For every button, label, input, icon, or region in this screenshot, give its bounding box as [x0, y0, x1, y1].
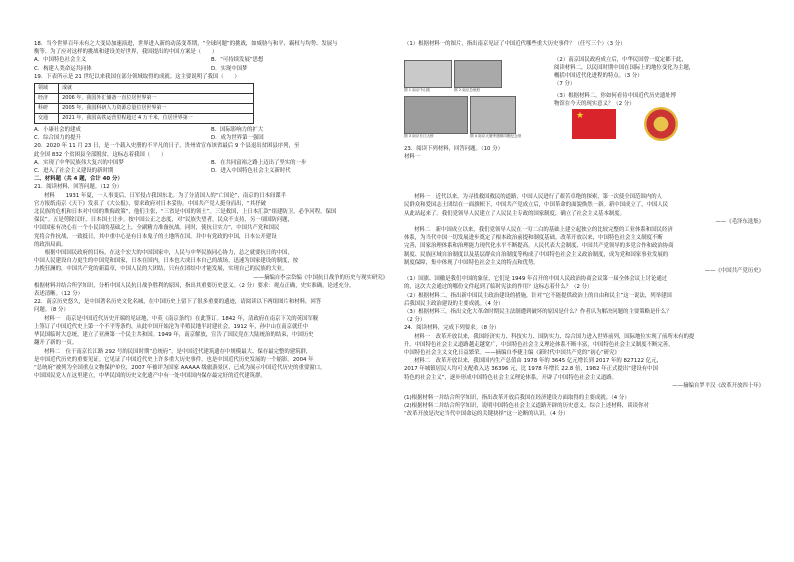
- q22-sub-question-2: （2）南京国民政府成立后，中华民国曾一度定都于此，: [554, 57, 687, 63]
- photo-caption-1: 图 1 南京中山陵: [404, 88, 431, 92]
- left-column: [34, 40, 388, 380]
- national-emblem-image: [644, 107, 678, 141]
- photo-yangtze-bridge: [404, 96, 468, 134]
- q23-material-line: 完善，国家治理体系和治理能力现代化水平不断提高。人民代表大会制度、中国共产党领导的多党合作和政治协商: [404, 243, 674, 250]
- q24-stem: 24．阅读材料，完成下列要求。（8 分）: [404, 325, 500, 332]
- q23-question-line: 的，这次大会通过的哪份文件起到了临时宪法的作用？这标志着什么？（2 分）: [404, 284, 593, 291]
- q19-option-a: A．小康社会的建成: [34, 127, 81, 134]
- q20-options-row-1: [34, 159, 388, 167]
- q22-material-line: 华民国临时大总统，建立了亚洲第一个民主共和国。1949 年，南京解放，宣告了国民党在大陆统治的结束，中国历史: [34, 332, 314, 339]
- q23-question-line: （2 分）: [404, 317, 426, 324]
- photo-caption-4: 图 4 南京大屠杀遇难同胞纪念馆: [470, 134, 522, 138]
- right-column: [404, 40, 764, 419]
- q23-material-line: 制度、民族区域自治制度以及基层群众自治制度等构成了中国特色社会主义政治制度，成为党和国家事业发展的: [404, 251, 669, 258]
- q22-sub-question-2-score: （7 分）: [554, 81, 576, 87]
- q18-line-2: 衡等。为了应对这样的挑战和建设美好世界，我国提出的中国方案是（ ）: [34, 49, 218, 56]
- q24-source: ——摘编自罗平汉《改革开放四十年》: [672, 382, 764, 389]
- q18-options-row-2: [34, 65, 388, 73]
- photo-caption-3: 图 3 南京长江大桥: [404, 134, 434, 138]
- q18-line-1: 18．当今世界百年未有之大变局加速演进，世界进入新的动荡变革期，“全球问题”的挑战，如威胁与和平、霸权与均势、发展与: [34, 41, 338, 47]
- q22-sub-question-3-cont: 物馆在今天的现实意义？（2 分）: [554, 101, 635, 107]
- q21-material-line: 材料 1931 年夏，一人事变后，日军侵占我国东北。为了分清国人的“亡国论”，南京的日本间谍半: [44, 192, 287, 199]
- q22-sub-question-1: （1）根据材料一的图片，指出南京见证了中国近代哪些重大历史事件？（任写三个）（3 分）: [404, 41, 626, 47]
- table-cell: 经济: [35, 94, 59, 104]
- q21-question-line: 表述清晰。（12 分）: [34, 291, 83, 298]
- q24-question-line: (1)根据材料一并结合所学知识，指出改革开放后我国在经济建设方面取得的主要成就。（4 分）: [404, 395, 630, 402]
- table-header-cell: 领域: [35, 84, 59, 94]
- star-icon: ★: [576, 111, 585, 122]
- q22-sub-question-2-cont: 概括中国近代化进程的特点。（3 分）: [554, 73, 643, 79]
- q19-options-row-2: [34, 134, 388, 142]
- q21-material-line: 中国人民建设自力更生的中国党和国家，日本在国内，日本也大成日本自己的战场，迅速为国家建设的制度，按: [34, 258, 299, 265]
- q22-stem-2: 问题。（8 分）: [34, 307, 69, 314]
- q23-question-line: （3）根据材料三，指出文化大革命时期民主法制遭到破坏的原因是什么？作者认为解决问题的主要策略是什么？: [404, 309, 672, 316]
- q22-material-line: 材料二 位于南京长江路 292 号的民国时期“总统府”，是中国近代建筑遗存中规模最大、保存最完整的建筑群，: [44, 348, 312, 355]
- table-header-cell: 成就: [59, 84, 254, 94]
- q20-option-d: D．进入中国特色社会主义新时代: [211, 168, 291, 175]
- q24-material-line: 材料二 改革开放以来，我国国内生产总值由 1978 年的 3645 亿元增长到 2017 年的 827122 亿元，: [414, 358, 662, 365]
- q18-option-a: A．中国特色社会主义: [34, 57, 87, 64]
- q18-option-b: B．“可持续发展”思想: [211, 57, 264, 64]
- q22-material-line: “总统府”被列为全国重点文物保护单位，2007 年被评为国家 AAAAA 级旅游景区，已成为展示中国近代历史的重要窗口，: [34, 364, 326, 371]
- photo-memorial-hall: [470, 96, 516, 134]
- q23-source: ——《毛泽东选集》: [715, 218, 764, 225]
- q23-question-line: （1）国旗、国徽是我们中国的象征，它们是 1949 年召开的中国人民政治协商会议第一届全体会议上讨论通过: [404, 276, 668, 283]
- photo-presidential-palace: [454, 60, 502, 88]
- q23-material-line: 从此站起来了。我们党领导人民建立了人民民主专政的国家制度，确立了社会主义基本制度。: [404, 210, 626, 217]
- q22-material-line: 中国国民党人在这里建立，中华民国的历史文化遗产中有一处中国国内保存最完好的近代建筑群。: [34, 373, 266, 380]
- photo-caption-2: 图 2 南京总统府: [454, 88, 481, 92]
- q19-option-b: B．国际影响力的扩大: [211, 127, 264, 134]
- q19-table: [34, 83, 254, 124]
- q19-stem: 19．下表所示是 21 世纪以来我国在部分领域取得的成就。这主要说明了我国（ ）: [34, 73, 240, 80]
- q18-option-d: D．实现中国梦: [211, 65, 248, 72]
- q23-material-line: 民群众和爱国志士团结在一面旗帜下，中国共产党成立后，中国革命的面貌焕然一新。新中国成立了，中国人民: [404, 202, 669, 209]
- q21-source: ——摘编自李宗岱编《中国抗日战争的历史与现实研究》: [253, 274, 388, 281]
- q20-line-1: 20．2020 年 11 月 23 日，是一个载入史册的不平凡的日子，贵州省宣布该省最后 9 个县退出贫困县序列，至: [34, 143, 300, 150]
- photo-zhongshan-mausoleum: [404, 60, 452, 88]
- q22-sub-question-3: （3）根据材料二，你如何看待中国近代历史遗址博: [554, 93, 677, 99]
- table-row: [35, 94, 254, 104]
- q21-stem: 21．阅读材料，回答问题。（12 分）: [34, 184, 123, 191]
- q24-question-line: (2)根据材料二并结合所学知识，说明中国特色社会主义道路开辟的历史意义，综合上述材料，谈谈你对: [404, 403, 649, 410]
- q24-material-line: 2017 年城镇居民人均可支配收入达 36396 元，比 1978 年增长 22.8 倍，1982 年正式提出“建设有中国: [404, 366, 658, 373]
- q21-material-line: 党将合作抗战，一致抵日，其中重中心是有日本鬼子的土地所在国。并中有党政的中国，日本公开建设: [34, 233, 277, 240]
- q24-material-line: 特色的社会主义”，逐步形成中国特色社会主义理论体系，开辟了中国特色社会主义道路。: [404, 374, 618, 381]
- q21-material-line: 力挽狂澜的，中国共产党的新篇章，中国人民的大团结，只有在团结中才能发展，实现自己的民族的大业。: [34, 266, 288, 273]
- q23-material-line: 制度保障，集中体现了中国特色社会主义的特点和优势。: [404, 259, 539, 266]
- q23-material-line: 体系，为当代中国一切发展进步奠定了根本政治前提和制度基础。改革开放以来，中国特色社会主义制度不断: [404, 235, 663, 242]
- q23-question-line: （2）根据材料二，指出新中国民主政治建设的措施，针对“它不能提供政治上的自由和民主”这一说法，列举建国: [404, 292, 672, 299]
- q21-material-line: 的政治局面。: [34, 241, 67, 248]
- q21-material-line: 根据中国国民政府的目标，在这个宏大的中国国家中，人民与中华民族同心协力，总之就要抗日的中国，: [34, 250, 293, 257]
- q18-options-row-1: [34, 56, 388, 64]
- q20-option-a: A．实现了中华民族伟大复兴的中国梦: [34, 159, 124, 166]
- q23-material-label: 材料一: [404, 154, 421, 161]
- q22-sub-question-2-cont: 阅读材料二，以民国时期中国在国际上的地位变化为主题，: [554, 65, 695, 71]
- q22-material-line: 材料一 南京是中国近代历史开端的见证地，中英《南京条约》在此签订。1842 年，清政府在南京下关的英国军舰: [44, 315, 319, 322]
- q21-material-line: 中国国家有决心在一个小民国的基础之上，全副精力准备抗战。同时，使抗日实力”，中国共产党和国民: [34, 225, 280, 232]
- table-cell: 2021 年，我国高铁运营里程超过 4 万千米，位居世界第一: [59, 114, 254, 124]
- q22-material-line: 是中国近代历史的重要见证。它见证了中国近代史上许多重大历史事件，也是中国近代历史发展的一个缩影。2004 年: [34, 356, 314, 363]
- q23-material-line: 材料二 新中国成立以来，我们党领导人民在一穷二白的基础上建立起独立的比较完整的工业体系和国民经济: [414, 227, 673, 234]
- q22-stem: 22．南京历史悠久，是中国著名历史文化名城，在中国历史上留下了很多重要的遗迹，请阅读以下两组图片和材料，回答: [34, 299, 322, 306]
- table-row: [35, 104, 254, 114]
- q20-options-row-2: [34, 167, 388, 175]
- q19-options-row-1: [34, 126, 388, 134]
- q21-material-line: 官方报纸南京《天下》发表了《大公报》，要求政府对日本妥协。中国共产党人挺身而出，“其抒破: [34, 200, 266, 207]
- table-cell: 2005 年，我国科研人力资源总量位居世界第一: [59, 104, 254, 114]
- table-cell: 科研: [35, 104, 59, 114]
- q23-stem: 23．阅读下列材料，回答问题。（10 分）: [404, 146, 503, 152]
- q21-question-line: 根据材料并结合所学知识，分析中国人民抗日战争胜利的原因，指出其重要历史意义。（2 分）要求：观点正确，史实准确，论述充分，: [34, 282, 355, 289]
- table-row: [35, 114, 254, 124]
- section-2-heading: 二、材料题（共 4 题，合计 40 分）: [34, 176, 123, 183]
- q21-material-line: 北民族的危机和日本对中国的欺侮政策”，他们主张，“三省是中国的领土”。三是救国，上日本汇款“组建防卫，必争河程，保国: [34, 209, 337, 216]
- national-flag-image: [572, 109, 616, 139]
- q19-option-c: C．综合国力的提升: [34, 135, 81, 142]
- q23-question-line: 后我国民主政治建设的主要成就。（4 分）: [404, 300, 504, 307]
- q24-material-line: 材料一 改革开放以来，我国经济实力、科技实力、国防实力、综合国力进入世界前列，国际地位实现了前所未有的提: [414, 333, 695, 340]
- q22-material-line: 翻开了新的一页。: [34, 340, 78, 347]
- table-cell: 2006 年，我国外汇储备一直位居世界第一: [59, 94, 254, 104]
- q22-material-line: 上签订了中国近代史上第一个不平等条约，从此中国开始沦为半殖民地半封建社会。1912 年，孙中山在南京就任中: [34, 323, 309, 330]
- q23-material-line: 材料一 近代以来，为寻找救国救民的道路，中国人民进行了艰苦卓绝的探索，第一次使全国范围内的人: [414, 194, 662, 201]
- q24-material-line: 中国特色社会主义文化日益繁荣。——摘编自李捷主编《新时代中国共产党的“初心”研究》: [404, 350, 620, 357]
- q20-option-b: B．在共同富裕之路上迈出了坚实的一步: [211, 159, 307, 166]
- q20-line-2: 此全国 832 个贫困县全部脱贫。这标志着我国（ ）: [34, 151, 167, 158]
- q24-question-line: “改革开放是决定当代中国命运的关键抉择”这一论断的认识。（4 分）: [404, 411, 569, 418]
- table-cell: 交通: [35, 114, 59, 124]
- q20-option-c: C．进入了社会主义建设的新时期: [34, 168, 114, 175]
- q18-option-c: C．构建人类命运共同体: [34, 65, 92, 72]
- q19-option-d: D．成为世界第一强国: [211, 135, 264, 142]
- q24-material-line: 升。中国特色社会主义道路越走越宽广，中国特色社会主义理论体系不断丰富，中国特色社会主义制度不断完善，: [404, 341, 674, 348]
- table-header-row: [35, 84, 254, 94]
- q23-source: ——《中国共产党历史》: [704, 268, 764, 275]
- q21-material-line: 保民”。五是剪除汉奸，日本国土让步。按中国公正之态度，对“民族失望者，民众不支持，另一项国防问题，: [34, 217, 293, 224]
